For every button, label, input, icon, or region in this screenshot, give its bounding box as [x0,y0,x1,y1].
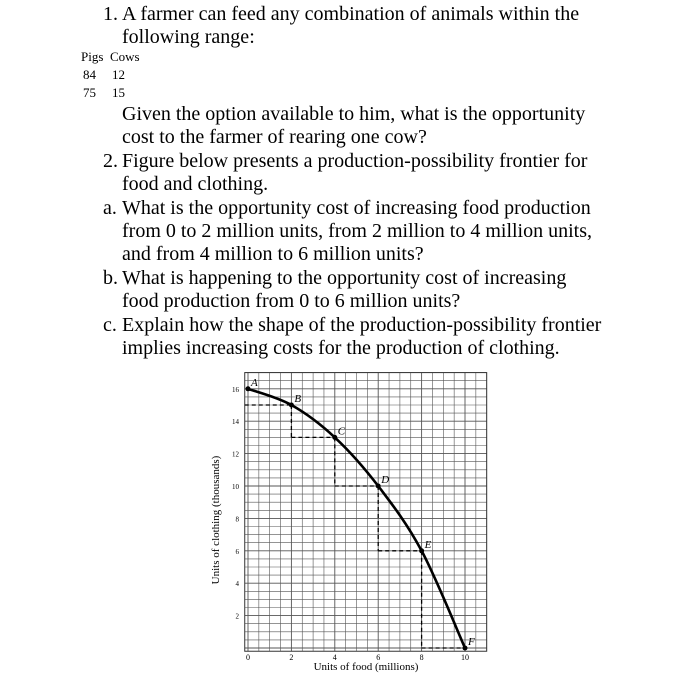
point-label-d: D [381,474,390,486]
question-2a-letter: a. [103,197,117,219]
y-tick-label: 4 [235,580,239,589]
table-cell: 75 [83,85,96,100]
question-2-number: 2. [103,150,118,172]
y-tick-label: 2 [235,612,239,621]
question-2c-line-2: implies increasing costs for the production of clothing. [122,337,560,359]
y-tick-label: 10 [232,483,239,491]
x-tick-label: 0 [246,653,250,662]
y-axis-label: Units of clothing (thousands) [210,455,222,585]
x-tick-label: 8 [419,653,424,662]
question-2-line-2: food and clothing. [122,173,269,195]
point-label-a: A [251,376,258,389]
y-tick-label: 16 [232,385,239,394]
point-label-e: E [424,538,432,551]
table-header-cows: Cows [110,49,140,64]
question-1-followup-line-2: cost to the farmer of rearing one cow? [122,126,427,148]
y-tick-label: 14 [232,418,239,427]
question-2c-letter: c. [103,314,117,336]
question-2c-line-1: Explain how the shape of the production-possibility frontier [122,314,602,336]
x-axis-label: Units of food (millions) [313,661,419,673]
question-2b-line-1: What is happening to the opportunity cost of increasing [122,267,567,289]
x-tick-label: 6 [376,653,381,662]
x-tick-label: 10 [461,653,469,662]
question-2a-line-3: and from 4 million to 6 million units? [122,243,424,265]
y-tick-label: 6 [235,547,239,556]
point-d [376,484,381,489]
point-e [419,548,424,553]
y-tick-label: 8 [235,515,239,524]
table-cell: 84 [83,67,96,82]
point-label-c: C [337,425,346,438]
y-tick-label: 12 [232,450,239,459]
question-2-line-1: Figure below presents a production-possibility frontier for [122,150,588,172]
question-1-followup-line-1: Given the option available to him, what is the opportunity [122,103,586,125]
x-tick-label: 2 [289,653,294,662]
chart-ticks [232,386,469,662]
point-label-f: F [468,636,475,648]
table-cell: 12 [112,67,125,82]
point-f [463,646,468,651]
chart-points [246,377,476,651]
question-2b-line-2: food production from 0 to 6 million units? [122,290,461,312]
point-a [246,386,251,391]
x-tick-label: 4 [332,653,337,662]
point-b [289,403,294,408]
plot-frame [245,373,487,652]
question-1-line-2: following range: [122,26,255,48]
point-c [332,435,337,440]
table-header-pigs: Pigs [81,49,104,64]
question-1-line-1: A farmer can feed any combination of animals within the [122,3,580,25]
question-1-number: 1. [103,3,118,25]
point-label-b: B [294,393,302,405]
table-cell: 15 [112,85,125,100]
chart-grid [245,373,487,652]
question-2a-line-2: from 0 to 2 million units, from 2 million to 4 million units, [122,220,593,242]
question-2a-line-1: What is the opportunity cost of increasing food production [122,197,591,219]
question-2b-letter: b. [103,267,118,289]
